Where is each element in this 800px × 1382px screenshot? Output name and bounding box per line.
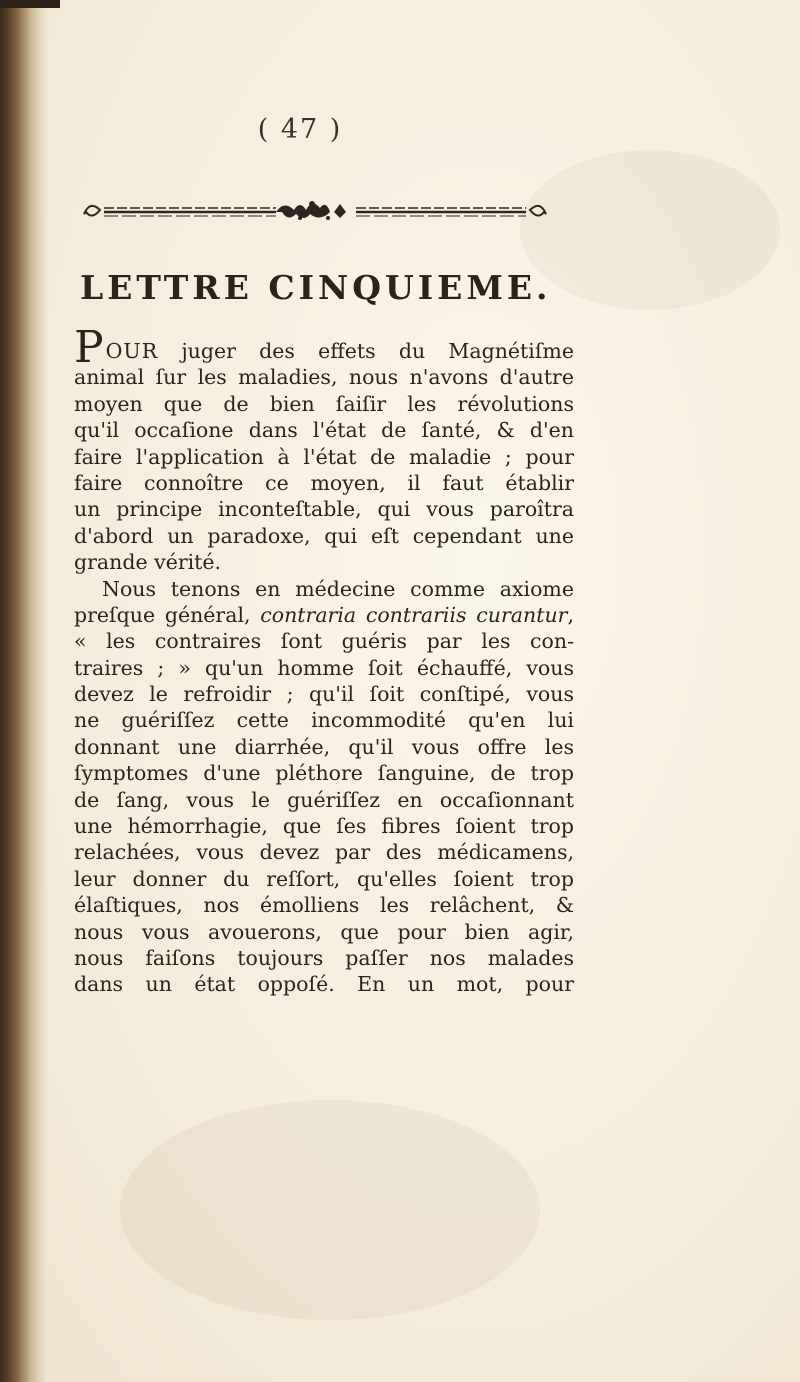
text-line: une hémorrhagie, que ſes fibres ſoient trop <box>74 814 574 839</box>
body-text <box>74 322 574 998</box>
text-line: moyen que de bien ſaiſir les révolutions <box>74 391 574 416</box>
first-line-rest: juger des effets du Magnétiſme <box>181 339 574 363</box>
text-line: grande vérité. <box>74 550 222 575</box>
drop-cap: P <box>74 322 104 373</box>
text-line: qu'il occaſione dans l'état de ſanté, & d'en <box>74 418 574 443</box>
text-line: nous vous avouerons, que pour bien agir, <box>74 919 574 944</box>
text-line: un principe inconteſtable, qui vous paroîtra <box>74 497 574 522</box>
letter-heading: LETTRE CINQUIEME. <box>80 268 552 307</box>
text-line: ne guériſſez cette incommodité qu'en lui <box>74 708 574 733</box>
first-word-smallcaps: OUR <box>105 339 159 363</box>
ornament-right-scroll <box>530 206 546 216</box>
latin-before: preſque général, <box>74 602 251 627</box>
text-line: devez le refroidir ; qu'il ſoit conſtipé, vous <box>74 682 574 707</box>
text-line: dans un état oppoſé. En un mot, pour <box>74 972 574 997</box>
text-line: « les contraires ſont guéris par les con- <box>74 629 574 654</box>
text-line: Nous tenons en médecine comme axiome <box>102 576 574 601</box>
text-line: relachées, vous devez par des médicamens, <box>74 840 574 865</box>
paper-stain <box>120 1100 540 1320</box>
text-line: animal ſur les maladies, nous n'avons d'autre <box>74 365 574 390</box>
text-line: nous faiſons toujours paſſer nos malades <box>74 945 574 970</box>
text-line: leur donner du reſſort, qu'elles ſoient trop <box>74 866 574 891</box>
text-line: ſymptomes d'une pléthore ſanguine, de trop <box>74 761 574 786</box>
latin-after: , <box>567 602 574 627</box>
first-line <box>74 322 574 373</box>
text-line: faire connoître ce moyen, il faut établir <box>74 470 574 495</box>
ornament-left-scroll <box>84 206 100 216</box>
latin-line <box>74 602 574 628</box>
book-binding-edge <box>0 0 48 1382</box>
text-line: donnant une diarrhée, qu'il vous offre les <box>74 734 574 759</box>
text-line: d'abord un paradoxe, qui eſt cependant une <box>74 523 574 548</box>
binding-top-notch <box>0 0 60 8</box>
text-line: élaſtiques, nos émolliens les relâchent, & <box>74 893 574 918</box>
page-number: ( 47 ) <box>257 114 343 145</box>
text-line: de ſang, vous le guériſſez en occaſionnant <box>74 787 574 812</box>
text-line: faire l'application à l'état de maladie ; pour <box>74 444 574 469</box>
text-line: traires ; » qu'un homme ſoit échauffé, vous <box>74 655 574 680</box>
latin-maxim: contraria contrariis curantur <box>260 602 568 627</box>
ornament-divider <box>76 194 554 228</box>
